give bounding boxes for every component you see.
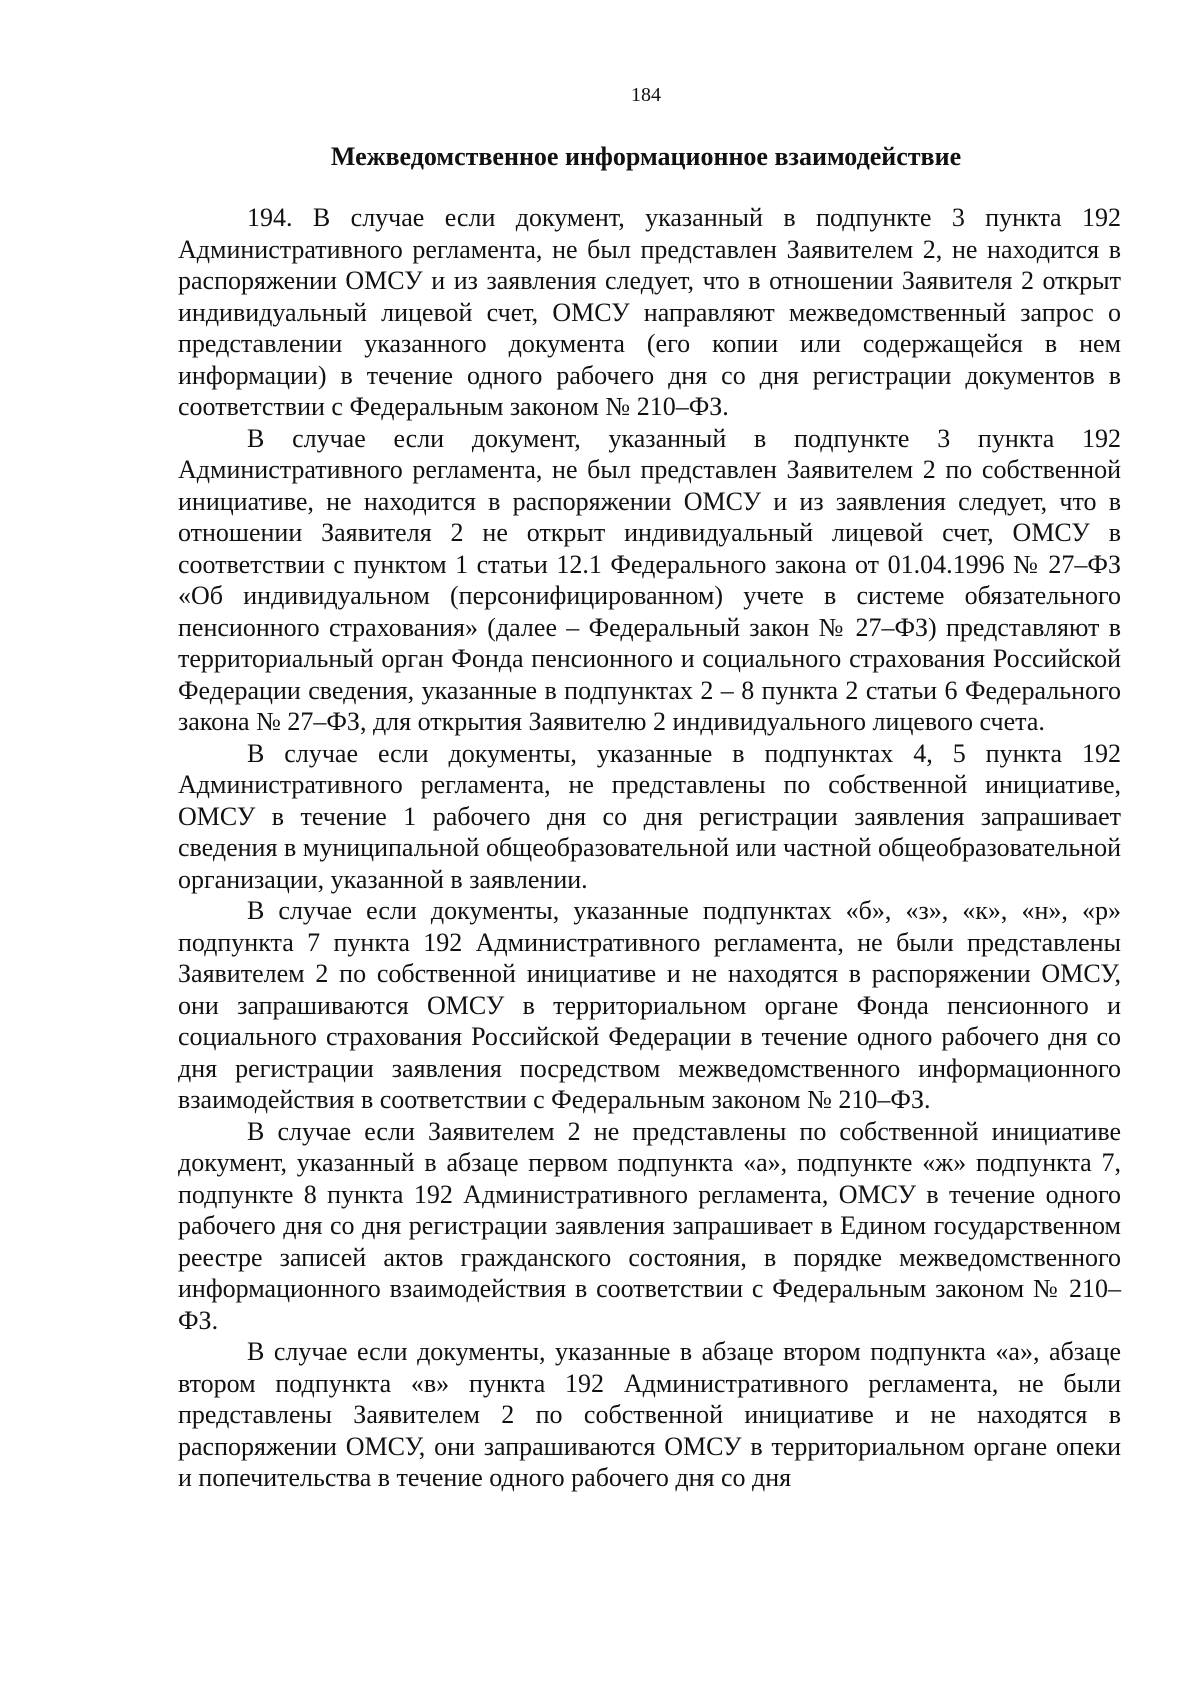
document-body [178, 202, 1121, 1494]
paragraph-guardianship-request: В случае если документы, указанные в абзаце втором подпункта «а», абзаце втором подпункта «в» пункта 192 Административного регламента, не были представлены Заявителем 2 по собственной инициативе и не находятся в распоряжении ОМСУ, они запрашиваются ОМСУ в территориальном органе опеки и попечительства в течение одного рабочего дня со дня [178, 1337, 1121, 1492]
paragraph-194: 194. В случае если документ, указанный в подпункте 3 пункта 192 Административного регламента, не был представлен Заявителем 2, не находится в распоряжении ОМСУ и из заявления следует, что в отношении Заявителя 2 открыт индивидуальный лицевой счет, ОМСУ направляют межведомственный запрос о представлении указанного документа (его копии или содержащейся в нем информации) в течение одного рабочего дня со дня регистрации документов в соответствии с Федеральным законом № 210–ФЗ. [178, 203, 1121, 421]
paragraph-civil-registry-request: В случае если Заявителем 2 не представлены по собственной инициативе документ, указанный в абзаце первом подпункта «а», подпункте «ж» подпункта 7, подпункте 8 пункта 192 Административного регламента, ОМСУ в течение одного рабочего дня со дня регистрации заявления запрашивает в Едином государственном реестре записей актов гражданского состояния, в порядке межведомственного информационного взаимодействия в соответствии с Федеральным законом № 210–ФЗ. [178, 1116, 1121, 1335]
section-heading: Межведомственное информационное взаимодействие [330, 142, 962, 171]
paragraph-individual-account: В случае если документ, указанный в подпункте 3 пункта 192 Административного регламента, не был представлен Заявителем 2 по собственной инициативе, не находится в распоряжении ОМСУ и из заявления следует, что в отношении Заявителя 2 не открыт индивидуальный лицевой счет, ОМСУ в соответствии с пунктом 1 статьи 12.1 Федерального закона от 01.04.1996 № 27–ФЗ «Об индивидуальном (персонифицированном) учете в системе обязательного пенсионного страхования» (далее – Федеральный закон № 27–ФЗ) представляют в территориальный орган Фонда пенсионного и социального страхования Российской Федерации сведения, указанные в подпунктах 2 – 8 пункта 2 статьи 6 Федерального закона № 27–ФЗ, для открытия Заявителю 2 индивидуального лицевого счета. [178, 423, 1121, 736]
page-number: 184 [631, 84, 661, 106]
paragraph-school-documents: В случае если документы, указанные в подпунктах 4, 5 пункта 192 Административного регламента, не представлены по собственной инициативе, ОМСУ в течение 1 рабочего дня со дня регистрации заявления запрашивает сведения в муниципальной общеобразовательной или частной общеобразовательной организации, указанной в заявлении. [178, 738, 1121, 894]
paragraph-pension-fund-request: В случае если документы, указанные подпунктах «б», «з», «к», «н», «р» подпункта 7 пункта 192 Административного регламента, не были представлены Заявителем 2 по собственной инициативе и не находятся в распоряжении ОМСУ, они запрашиваются ОМСУ в территориальном органе Фонда пенсионного и социального страхования Российской Федерации в течение одного рабочего дня со дня регистрации заявления посредством межведомственного информационного взаимодействия в соответствии с Федеральным законом № 210–ФЗ. [178, 896, 1121, 1114]
